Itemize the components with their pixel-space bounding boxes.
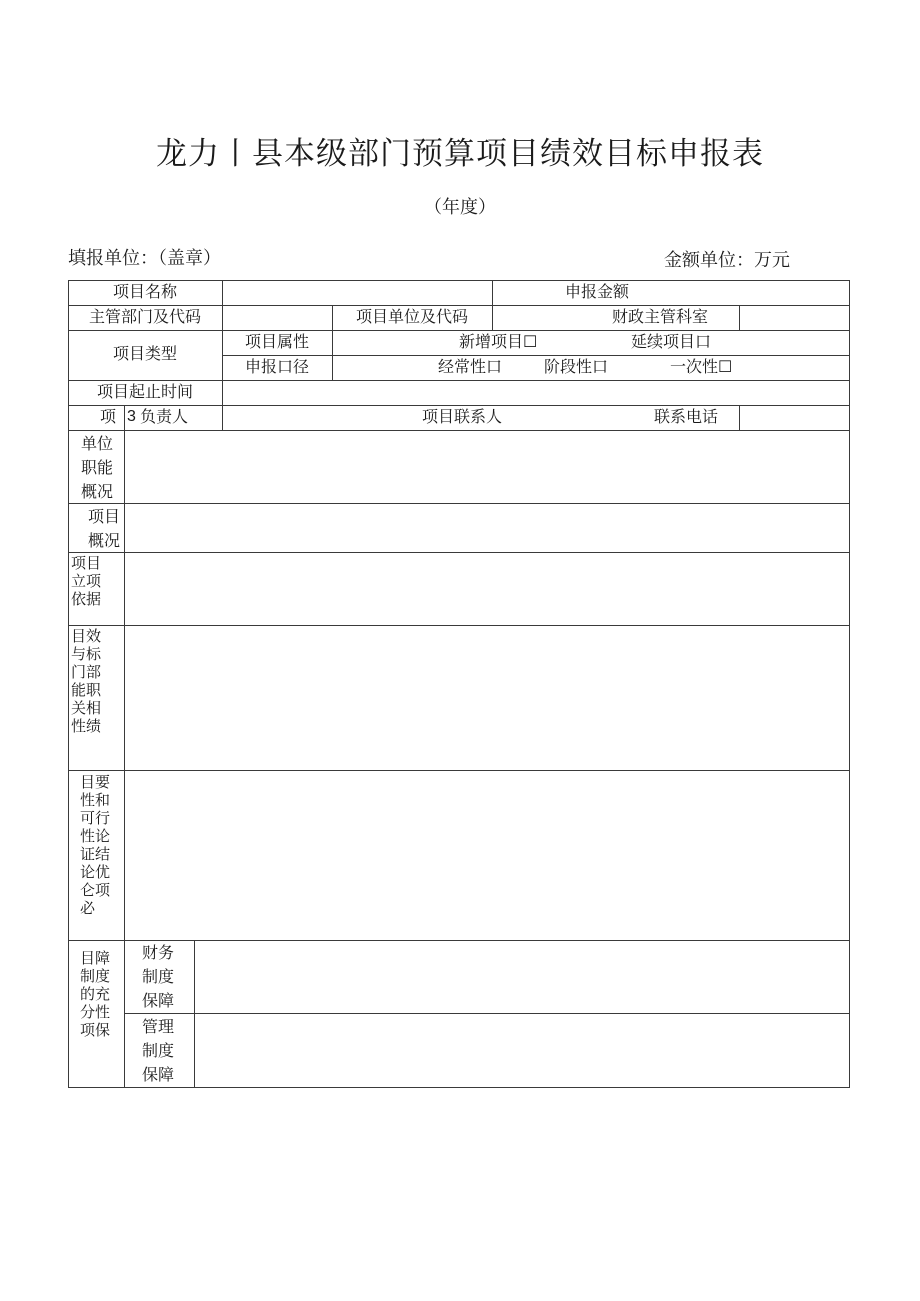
project-name-label: 项目名称 <box>112 282 177 301</box>
amount-unit-label: 金额单位：万元 <box>664 250 790 271</box>
dept-code-label: 主管部门及代码 <box>88 307 201 326</box>
rule <box>124 405 125 1088</box>
project-overview-label: 项目概况 <box>87 507 120 550</box>
one-time-checkbox[interactable]: 一次性☐ <box>670 357 733 376</box>
rule <box>68 1087 850 1088</box>
goal-relevance-label: 目效与标门部能职关相性绩 <box>71 627 102 735</box>
unit-function-label: 单位职能概况 <box>80 434 113 501</box>
finance-system-label: 财务制度保障 <box>141 943 174 1010</box>
necessity-feasibility-label: 目要性和可行性论证结论优仑项必 <box>80 773 111 917</box>
form-title: 龙力丨县本级部门预算项目绩效目标申报表 <box>156 136 764 172</box>
rule <box>68 770 850 771</box>
rule <box>124 1013 850 1014</box>
phased-checkbox[interactable]: 阶段性口 <box>544 357 609 376</box>
system-guarantee-label: 目障制度的充分性项保 <box>80 949 111 1039</box>
rule <box>68 940 850 941</box>
declared-amount-label: 申报金额 <box>564 282 629 301</box>
rule <box>739 405 740 430</box>
continued-project-checkbox[interactable]: 延续项目口 <box>631 332 712 351</box>
unit-code-label: 项目单位及代码 <box>355 307 468 326</box>
finance-office-label: 财政主管科室 <box>612 307 709 326</box>
rule <box>68 503 850 504</box>
project-type-label: 项目类型 <box>112 344 177 363</box>
rule <box>739 305 740 330</box>
leader-label-mark: 3 <box>127 408 136 425</box>
phone-label: 联系电话 <box>654 407 719 426</box>
rule <box>68 625 850 626</box>
new-project-checkbox[interactable]: 新增项目☐ <box>459 332 538 351</box>
management-system-label: 管理制度保障 <box>141 1017 174 1084</box>
fill-unit-label: 填报单位：（盖章） <box>68 248 221 269</box>
leader-label: 负责人 <box>140 407 189 426</box>
approval-basis-label: 项目立项依据 <box>71 554 102 608</box>
leader-label-prefix: 项 <box>100 407 117 426</box>
declaration-form-table <box>68 280 850 1088</box>
form-year: （年度） <box>424 197 496 218</box>
rule <box>849 280 850 1088</box>
rule <box>68 430 850 431</box>
attribute-label: 项目属性 <box>244 332 309 351</box>
period-label: 项目起止时间 <box>96 382 193 401</box>
recurring-checkbox[interactable]: 经常性口 <box>438 357 503 376</box>
contact-label: 项目联系人 <box>422 407 503 426</box>
rule <box>194 940 195 1088</box>
scope-label: 申报口径 <box>244 357 309 376</box>
rule <box>68 552 850 553</box>
